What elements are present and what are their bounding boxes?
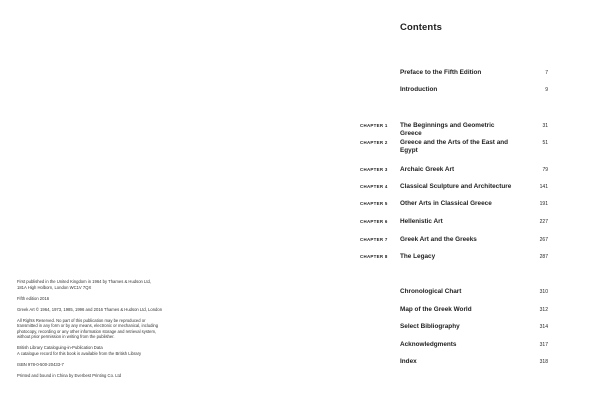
toc-entry-title: Select Bibliography (400, 323, 460, 330)
chapter-label: CHAPTER 7 (360, 237, 388, 242)
imprint-line: Printed and bound in China by Everbest Printing Co. Ltd (17, 372, 122, 378)
chapter-label: CHAPTER 2 (360, 140, 388, 145)
toc-entry-page: 317 (539, 342, 548, 348)
toc-entry-title: Acknowledgments (400, 341, 457, 348)
imprint-line: 181A High Holborn, London WC1V 7QX (17, 284, 92, 290)
toc-entry-title: Other Arts in Classical Greece (400, 200, 492, 207)
contents-heading: Contents (400, 22, 442, 33)
copyright-page (17, 279, 197, 384)
imprint-publication (17, 279, 197, 290)
toc-entry-page: 227 (539, 219, 548, 225)
toc-entry-title: Preface to the Fifth Edition (400, 69, 482, 76)
toc-entry-title: Map of the Greek World (400, 306, 472, 313)
imprint-line: ISBN 978-0-500-20433-7 (17, 361, 64, 367)
toc-entry-page: 79 (542, 167, 548, 173)
toc-entry-title: The Legacy (400, 253, 436, 260)
toc-entry-title: Archaic Greek Art (400, 166, 455, 173)
toc-entry-title: Introduction (400, 86, 438, 93)
toc-entry-page: 191 (539, 201, 548, 207)
toc-entry-page: 287 (539, 254, 548, 260)
imprint-line: Greek Art © 1964, 1973, 1985, 1996 and 2016 Thames & Hudson Ltd, London (17, 306, 163, 312)
imprint-line: transmitted in any form or by any means, electronic or mechanical, including (17, 323, 159, 329)
toc-entry-page: 31 (542, 123, 548, 129)
toc-entry-title: The Beginnings and Geometric Greece (400, 122, 495, 137)
chapter-label: CHAPTER 1 (360, 123, 388, 128)
imprint-line: photocopy, recording or any other information storage and retrieval system, (17, 328, 157, 334)
toc-entry-title: Classical Sculpture and Architecture (400, 183, 512, 190)
chapter-label: CHAPTER 8 (360, 254, 388, 259)
toc-entry-page: 141 (539, 184, 548, 190)
toc-entry-title: Greek Art and the Greeks (400, 236, 477, 243)
imprint-rights (17, 318, 197, 340)
imprint-line: British Library Cataloguing-in-Publication Data (17, 345, 103, 351)
chapter-label: CHAPTER 4 (360, 184, 388, 189)
toc-entry-page: 318 (539, 359, 548, 365)
imprint-edition (17, 296, 197, 302)
chapter-label: CHAPTER 6 (360, 219, 388, 224)
toc-entry-page: 310 (539, 289, 548, 295)
toc-entry-title: Hellenistic Art (400, 218, 443, 225)
imprint-line: without prior permission in writing from the publisher. (17, 334, 115, 340)
imprint-isbn (17, 362, 197, 368)
toc-entry-page: 7 (545, 70, 548, 76)
toc-entry-title: Index (400, 358, 417, 365)
imprint-line: First published in the United Kingdom in 1964 by Thames & Hudson Ltd, (17, 279, 151, 284)
imprint-line: A catalogue record for this book is available from the British Library (17, 350, 142, 356)
toc-entry-page: 267 (539, 237, 548, 243)
imprint-copyright (17, 307, 197, 313)
chapter-label: CHAPTER 5 (360, 201, 388, 206)
toc-entry-page: 314 (539, 324, 548, 330)
toc-entry-title: Greece and the Arts of the East and Egypt (400, 139, 509, 154)
toc-entry-title: Chronological Chart (400, 288, 462, 295)
chapter-label: CHAPTER 3 (360, 167, 388, 172)
toc-entry-page: 9 (545, 87, 548, 93)
imprint-cataloguing (17, 345, 197, 356)
imprint-line: Fifth edition 2016 (17, 295, 50, 301)
toc-entry-page: 312 (539, 307, 548, 313)
toc-entry-page: 51 (542, 140, 548, 146)
imprint-printer (17, 373, 197, 379)
imprint-line: All Rights Reserved. No part of this publication may be reproduced or (17, 317, 146, 323)
